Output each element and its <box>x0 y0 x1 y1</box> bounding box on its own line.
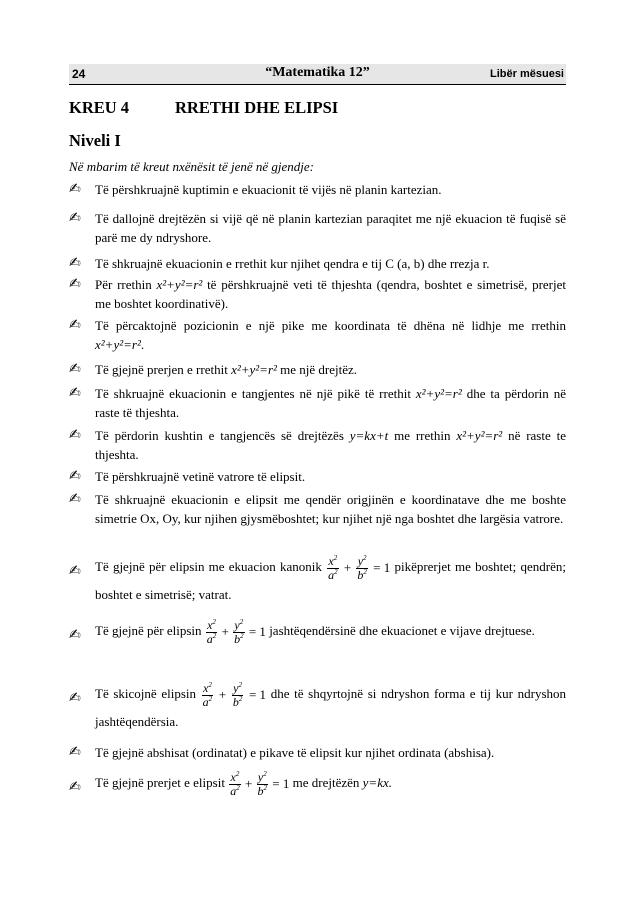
list-item <box>69 254 566 273</box>
book-type: Libër mësuesi <box>490 68 564 80</box>
list-item-text: Të gjejnë abshisat (ordinatat) e pikave të elipsit kur njihet ordinata (abshisa). <box>95 745 495 760</box>
list-item <box>69 180 566 199</box>
pencil-checkmark-icon: ✍ <box>69 690 81 706</box>
list-item-text: Të gjejnë për elipsin $\frac{x^2}{a^2}$ + $\frac{y^2}{b^2}$ = 1 jashtëqendërsinë dhe ekuacionet e vijave drejtuese. <box>95 617 535 646</box>
book-title: “Matematika 12” <box>265 65 370 80</box>
list-item <box>69 743 566 762</box>
pencil-checkmark-icon: ✍ <box>69 468 81 484</box>
level-heading: Niveli I <box>69 131 121 150</box>
ellipse-fraction-x: $\frac{x^2}{a^2}$ <box>328 553 338 582</box>
list-item-text: Të skicojnë elipsin $\frac{x^2}{a^2}$ + $\frac{y^2}{b^2}$ = 1 dhe të shqyrtojnë si ndryshon forma e tij kur ndryshon jashtëqendërsia. <box>95 680 567 729</box>
list-item-text: Të shkruajnë ekuacionin e elipsit me qendër origjinën e koordinatave dhe me boshte simetrie Ox, Oy, kur njihen gjysmëboshtet; kur njihet një nga boshtet dhe largësia vatrore. <box>95 492 566 526</box>
circle-equation: x²+y²=r² <box>456 428 503 443</box>
list-item <box>69 209 566 247</box>
list-item-text: Të shkruajnë ekuacionin e tangjentes në një pikë të rrethit x²+y²=r² dhe ta përdorin në raste të thjeshta. <box>95 386 566 420</box>
list-item <box>69 490 566 528</box>
page-number: 24 <box>72 67 86 81</box>
list-item <box>69 360 566 379</box>
ellipse-fraction-x: $\frac{x^2}{a^2}$ <box>230 769 240 798</box>
list-item <box>69 770 566 798</box>
chapter-number: KREU 4 <box>69 98 130 117</box>
list-item-text: Të gjejnë për elipsin me ekuacion kanonik $\frac{x^2}{a^2}$ + $\frac{y^2}{b^2}$ = 1 pikëprerjet me boshtet; qendrën; boshtet e simetrisë; vatrat. <box>95 553 566 602</box>
chapter-title: RRETHI DHE ELIPSI <box>175 98 339 117</box>
ellipse-fraction-x: $\frac{x^2}{a^2}$ <box>206 617 217 646</box>
list-item <box>69 384 566 422</box>
line-equation: y=kx. <box>362 775 392 790</box>
ellipse-fraction-y: $\frac{y^2}{b^2}$ <box>357 553 367 582</box>
list-item <box>69 275 566 313</box>
list-item-text: Të gjejnë prerjet e elipsit $\frac{x^2}{a^2}$ + $\frac{y^2}{b^2}$ = 1 me drejtëzën y=kx. <box>95 769 392 798</box>
ellipse-fraction-y: $\frac{y^2}{b^2}$ <box>232 680 243 709</box>
list-item-text: Të dallojnë drejtëzën si vijë që në planin kartezian paraqitet me një ekuacion të fuqisë së parë me dy ndryshore. <box>95 211 566 245</box>
list-item-text: Të përshkruajnë vetinë vatrore të elipsit. <box>95 469 306 484</box>
ellipse-fraction-y: $\frac{y^2}{b^2}$ <box>257 769 268 798</box>
circle-equation: x²+y²=r² <box>415 386 462 401</box>
circle-equation: x²+y²=r² <box>156 277 203 292</box>
pencil-checkmark-icon: ✍ <box>69 779 81 795</box>
list-item-text: Për rrethin x²+y²=r² të përshkruajnë veti të thjeshta (qendra, boshtet e simetrisë, prerjet me boshtet koordinativë). <box>95 277 566 311</box>
list-item <box>69 467 566 486</box>
pencil-checkmark-icon: ✍ <box>69 744 81 760</box>
list-item <box>69 316 566 354</box>
list-item <box>69 554 566 608</box>
circle-equation: x²+y²=r² <box>95 337 141 352</box>
ellipse-fraction-x: $\frac{x^2}{a^2}$ <box>202 680 213 709</box>
pencil-checkmark-icon: ✍ <box>69 563 81 579</box>
pencil-checkmark-icon: ✍ <box>69 210 81 226</box>
circle-equation: x²+y²=r² <box>231 362 277 377</box>
line-equation: y=kx+t <box>349 428 389 443</box>
ellipse-fraction-y: $\frac{y^2}{b^2}$ <box>234 617 244 646</box>
pencil-checkmark-icon: ✍ <box>69 181 81 197</box>
intro-text: Në mbarim të kreut nxënësit të jenë në gjendje: <box>69 159 314 174</box>
pencil-checkmark-icon: ✍ <box>69 361 81 377</box>
list-item <box>69 426 566 464</box>
list-item-text: Të gjejnë prerjen e rrethit x²+y²=r² me një drejtëz. <box>95 362 358 377</box>
pencil-checkmark-icon: ✍ <box>69 276 81 292</box>
list-item-text: Të përdorin kushtin e tangjencës së drejtëzës y=kx+t me rrethin x²+y²=r² në raste te thjeshta. <box>95 428 566 462</box>
list-item-text: Të përshkruajnë kuptimin e ekuacionit të vijës në planin kartezian. <box>95 182 442 197</box>
pencil-checkmark-icon: ✍ <box>69 627 81 643</box>
pencil-checkmark-icon: ✍ <box>69 491 81 507</box>
chapter-heading <box>69 98 339 118</box>
pencil-checkmark-icon: ✍ <box>69 255 81 271</box>
pencil-checkmark-icon: ✍ <box>69 385 81 401</box>
list-item <box>69 681 566 735</box>
pencil-checkmark-icon: ✍ <box>69 427 81 443</box>
list-item-text: Të përcaktojnë pozicionin e një pike me koordinata të dhëna në lidhje me rrethin x²+y²=r². <box>95 318 566 352</box>
list-item <box>69 618 566 646</box>
pencil-checkmark-icon: ✍ <box>69 317 81 333</box>
list-item-text: Të shkruajnë ekuacionin e rrethit kur njihet qendra e tij C (a, b) dhe rrezja r. <box>95 256 490 271</box>
page-header <box>69 64 566 85</box>
